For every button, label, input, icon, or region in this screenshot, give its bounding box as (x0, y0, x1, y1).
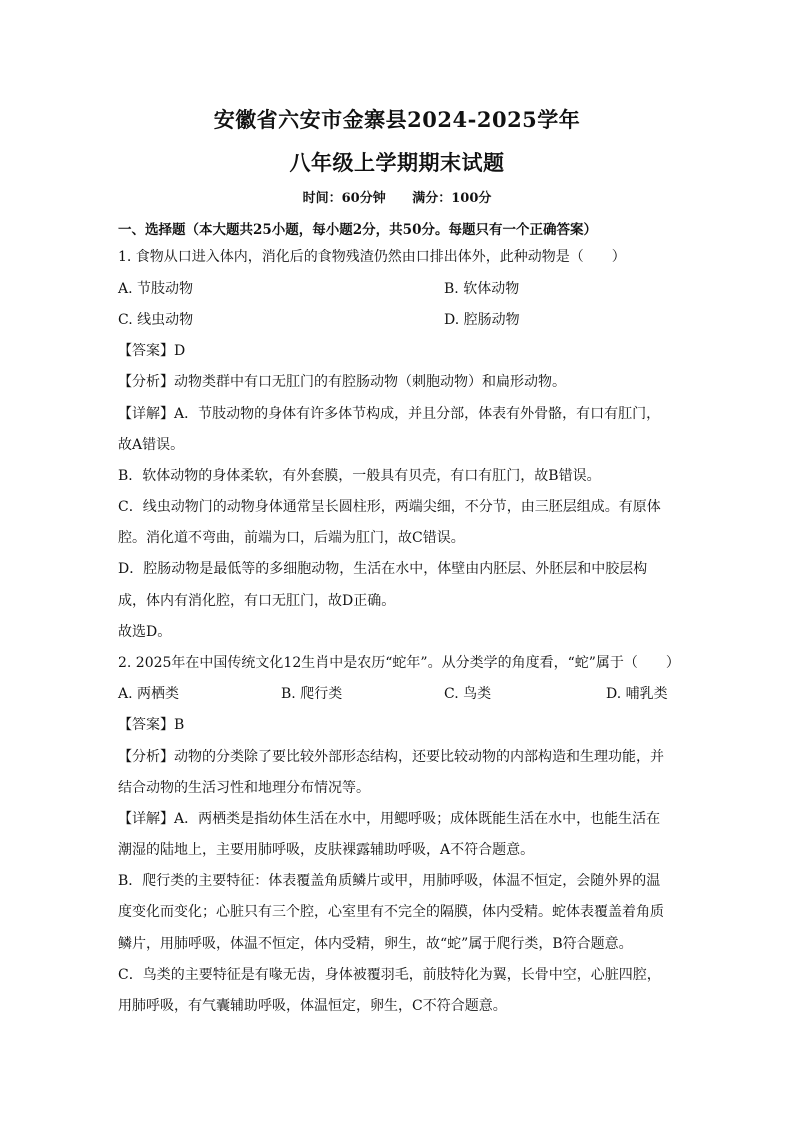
q2-option-c: C. 鸟类 (444, 686, 492, 702)
q2-detail-line: 【详解】A．两栖类是指幼体生活在水中，用鳃呼吸；成体既能生活在水中，也能生活在 (118, 811, 661, 827)
section-title: 一、选择题（本大题共25小题，每小题2分，共50分。每题只有一个正确答案） (118, 222, 597, 238)
q1-detail-line: B．软体动物的身体柔软，有外套膜，一般具有贝壳，有口有肛门，故B错误。 (118, 468, 601, 484)
q2-detail-line: 鳞片，用肺呼吸，体温不恒定，体内受精，卵生，故“蛇”属于爬行类，B符合题意。 (118, 936, 633, 952)
q2-stem: 2. 2025年在中国传统文化12生肖中是农历“蛇年”。从分类学的角度看，“蛇”属于（ ） (118, 655, 680, 671)
q2-detail-line: 潮湿的陆地上，主要用肺呼吸，皮肤裸露辅助呼吸，A不符合题意。 (118, 842, 535, 858)
q1-detail-line: 成，体内有消化腔，有口无肛门，故D正确。 (118, 593, 396, 609)
exam-subtitle: 八年级上学期期末试题 (289, 150, 505, 175)
q2-analysis-line: 结合动物的生活习性和地理分布情况等。 (118, 780, 370, 796)
q1-option-b: B. 软体动物 (444, 281, 520, 297)
q1-option-c: C. 线虫动物 (118, 312, 194, 328)
q2-answer: 【答案】B (118, 717, 185, 733)
q2-detail-line: 度变化而变化；心脏只有三个腔，心室里有不完全的隔膜，体内受精。蛇体表覆盖着角质 (118, 904, 664, 920)
q2-analysis-line: 【分析】动物的分类除了要比较外部形态结构，还要比较动物的内部构造和生理功能，并 (118, 749, 664, 765)
q2-detail-line: 用肺呼吸，有气囊辅助呼吸，体温恒定，卵生，C不符合题意。 (118, 998, 507, 1014)
q2-option-d: D. 哺乳类 (606, 686, 668, 702)
exam-score: 满分：100分 (412, 191, 492, 206)
q1-option-d: D. 腔肠动物 (444, 312, 520, 328)
q2-detail-line: B．爬行类的主要特征：体表覆盖角质鳞片或甲，用肺呼吸，体温不恒定，会随外界的温 (118, 873, 661, 889)
exam-title: 安徽省六安市金寨县2024-2025学年 (213, 107, 581, 132)
q1-option-a: A. 节肢动物 (118, 281, 194, 297)
q1-detail-line: D．腔肠动物是最低等的多细胞动物，生活在水中，体壁由内胚层、外胚层和中胶层构 (118, 561, 648, 577)
q1-detail-line: 故A错误。 (118, 437, 185, 453)
q2-detail-line: C．鸟类的主要特征是有喙无齿，身体被覆羽毛，前肢特化为翼，长骨中空，心脏四腔， (118, 967, 661, 983)
q1-answer: 【答案】D (118, 343, 186, 359)
q1-conclusion: 故选D。 (118, 624, 172, 640)
q1-detail-line: 【详解】A．节肢动物的身体有许多体节构成，并且分部，体表有外骨骼，有口有肛门， (118, 406, 661, 422)
q1-analysis: 【分析】动物类群中有口无肛门的有腔肠动物（刺胞动物）和扁形动物。 (118, 374, 566, 390)
q2-option-b: B. 爬行类 (281, 686, 343, 702)
q1-detail-line: C．线虫动物门的动物身体通常呈长圆柱形，两端尖细，不分节，由三胚层组成。有原体 (118, 499, 661, 515)
exam-time: 时间：60分钟 (302, 191, 386, 206)
q1-detail-line: 腔。消化道不弯曲，前端为口，后端为肛门，故C错误。 (118, 530, 465, 546)
exam-info (0, 187, 794, 206)
q1-stem: 1. 食物从口进入体内，消化后的食物残渣仍然由口排出体外，此种动物是（ ） (118, 249, 626, 265)
q2-option-a: A. 两栖类 (118, 686, 180, 702)
